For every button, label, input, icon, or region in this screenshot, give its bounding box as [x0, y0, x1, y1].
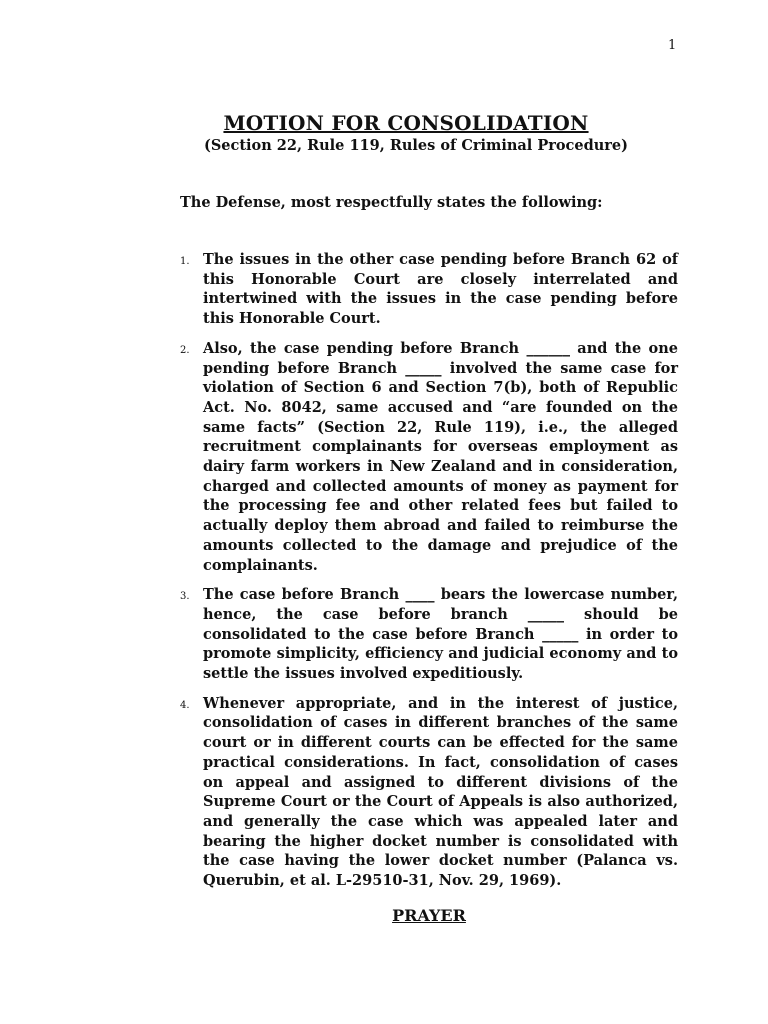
list-item — [180, 250, 678, 329]
prayer-heading: PRAYER — [392, 906, 466, 925]
list-item — [180, 585, 678, 684]
item-text: The issues in the other case pending before Branch 62 of this Honorable Court are closely interrelated and intertwined with the issues in the case pending before this Honorable Court. — [203, 251, 678, 328]
item-number: 3. — [180, 591, 190, 603]
numbered-paragraph-list — [180, 250, 678, 901]
document-subtitle: (Section 22, Rule 119, Rules of Criminal Procedure) — [203, 137, 629, 154]
intro-statement: The Defense, most respectfully states the following: — [180, 194, 603, 211]
page-number: 1 — [668, 38, 677, 53]
item-text: The case before Branch ____ bears the lowercase number, hence, the case before branch _____ should be consolidated to the case before Branch _____ in order to promote simplicity, efficiency and judicial economy and to settle the issues involved expeditiously. — [203, 586, 678, 683]
item-number: 1. — [180, 256, 190, 267]
list-item — [180, 339, 678, 575]
item-number: 4. — [180, 699, 190, 711]
list-item — [180, 694, 678, 891]
document-title: MOTION FOR CONSOLIDATION — [223, 111, 589, 135]
item-number: 2. — [180, 344, 190, 356]
item-text: Whenever appropriate, and in the interest of justice, consolidation of cases in different branches of the same court or in different courts can be effected for the same practical considerations. In fact, consolidation of cases on appeal and assigned to different divisions of the Supreme Court or the Court of Appeals is also authorized, and generally the case which was appealed later and bearing the higher docket number is consolidated with the case having the lower docket number (Palanca vs. Querubin, et al. L-29510-31, Nov. 29, 1969). — [203, 694, 678, 890]
item-text: Also, the case pending before Branch ______ and the one pending before Branch _____ involved the same case for violation of Section 6 and Section 7(b), both of Republic Act. No. 8042, same accused and “are founded on the same facts” (Section 22, Rule 119), i.e., the alleged recruitment complainants for overseas employment as dairy farm workers in New Zealand and in consideration, charged and collected amounts of money as payment for the processing fee and other related fees but failed to actually deploy them abroad and failed to reimburse the amounts collected to the damage and prejudice of the complainants. — [203, 339, 678, 574]
